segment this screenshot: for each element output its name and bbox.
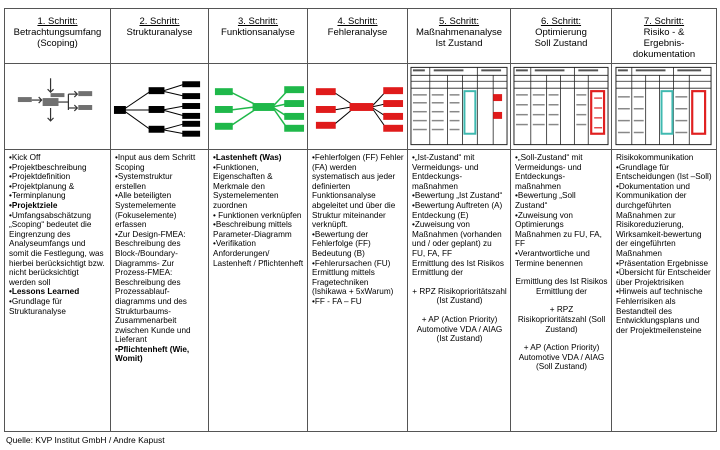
step-5-text [408, 150, 511, 432]
step-item: •Input aus dem Schritt Scoping [115, 153, 196, 172]
step-number: 1. Schritt: [37, 16, 78, 27]
scoping-illustration [5, 64, 111, 150]
step-item: •Hinweis auf technische Fehlerrisiken als Bestandteil des Entwicklungsplans und der Projektmeilensteine [616, 287, 703, 335]
step-item: •Beschreibung mittels Parameter-Diagramm [213, 220, 292, 239]
step-item: + RPZ Risikoprioritätszahl (Ist Zustand) [412, 286, 507, 306]
step-item: •Terminplanung [9, 191, 66, 201]
structure-tree-icon [111, 64, 208, 149]
step-item: •Projektdefinition [9, 172, 71, 182]
step-item: •Funktionen, Eigenschaften & Merkmale den Systemelementen zuordnen [213, 162, 279, 210]
step-title: Risiko - & Ergebnis- dokumentation [632, 27, 696, 60]
step-item: •Systemstruktur erstellen [115, 172, 173, 191]
step-item: •Kick Off [9, 153, 41, 162]
step-item: •Fehlerfolgen (FF) Fehler (FA) werden systematisch aus jeder definierten Funktionsanalyse abgeleitet und über die Struktur miteinander verknüpft. [312, 153, 404, 230]
fmea-form-soll-icon [511, 64, 611, 149]
step-item: •Zuweisung von Maßnahmen (vorhanden und / oder geplant) zu FU, FA, FF [412, 220, 502, 258]
step-item: •Bewertung „Ist Zustand“ [412, 191, 503, 201]
step-4-text [308, 150, 408, 432]
spacer [412, 278, 507, 287]
fmea-steps-table [4, 8, 717, 432]
step-number: 3. Schritt: [237, 16, 279, 27]
failure-net-icon [308, 64, 407, 149]
step-item: •Lastenheft (Was) [213, 153, 282, 162]
step-item: • Funktionen verknüpfen [213, 210, 302, 220]
step-item: Ermittlung des Ist Risikos Ermittlung der [515, 277, 608, 296]
function-net-illustration [209, 64, 308, 150]
step-item: •Pflichtenheft (Wie, Womit) [115, 344, 190, 364]
scoping-diagram-icon [5, 64, 110, 149]
step-item: •Lessons Learned [9, 287, 80, 297]
step-item: •Dokumentation und Kommunikation der durchgeführten Maßnahmen zur Risikoreduzierung, Wirksamkeit-bewertung der eingeführten Maßnahmen [616, 181, 702, 258]
step-item: •Zuweisung von Optimierungs Maßnahmen zu FU, FA, FF [515, 210, 602, 249]
header-step-1 [5, 9, 111, 64]
step-item: •„Ist-Zustand“ mit Vermeidungs- und Entdeckungs-maßnahmen [412, 153, 479, 191]
step-item: •Zur Design-FMEA: Beschreibung des Block-/Boundary-Diagramms- Zur Prozess-FMEA: Beschreibung des Prozessablauf-diagramms und des Strukturbaums-Zusammenarbeit zwischen Kunde und Lieferant [115, 229, 191, 345]
step-item: •„Soll-Zustand“ mit Vermeidungs- und Entdeckungs-maßnahmen [515, 153, 583, 191]
header-step-7 [612, 9, 717, 64]
step-7-text [612, 150, 717, 432]
step-item: •Bewertung der Fehlerfolge (FF) Bedeutung (B) [312, 229, 371, 258]
step-item: •Fehlerursachen (FU) Ermittlung mittels Fragetechniken (Ishikawa + 5xWarum) [312, 258, 394, 297]
scoping-blocks [18, 91, 92, 110]
step-1-text [5, 150, 111, 432]
step-item: •Verantwortliche und Termine benennen [515, 248, 590, 268]
step-item: •Bewertung Auftreten (A) Entdeckung (E) [412, 200, 503, 220]
header-step-2 [111, 9, 209, 64]
step-item: •Grundlage für Entscheidungen (Ist –Soll) [616, 162, 712, 182]
header-step-5 [408, 9, 511, 64]
step-title: Funktionsanalyse [221, 27, 295, 38]
step-title: Fehleranalyse [327, 27, 388, 38]
step-item: •Grundlage für Strukturanalyse [9, 296, 66, 316]
step-item: „Scoping“ bedeutet die Eingrenzung des Analyseumfangs und somit die Festlegung, was hierbei berücksichtigt bzw. nicht berücksichtigt werden soll [9, 220, 105, 287]
step-item: •Umfangsabschätzung [9, 210, 92, 220]
step-item: •Bewertung „Soll Zustand“ [515, 191, 576, 210]
step-title: Strukturanalyse [126, 27, 193, 38]
step-6-text [511, 150, 612, 432]
fmea-form-doku-icon [612, 64, 716, 149]
step-item: Ermittlung des Ist Risikos Ermittlung der [412, 258, 504, 278]
step-title: Maßnahmenanalyse Ist Zustand [415, 27, 503, 49]
step-item: •FF - FA – FU [312, 296, 362, 306]
step-3-text [209, 150, 308, 432]
header-step-3 [209, 9, 308, 64]
form-ist-illustration [408, 64, 511, 150]
source-caption: Quelle: KVP Institut GmbH / Andre Kapust [6, 435, 165, 445]
step-number: 6. Schritt: [540, 16, 582, 27]
step-item: + RPZ Risikoprioritätszahl (Soll Zustand) [517, 305, 606, 334]
step-item: •Projektbeschreibung [9, 162, 87, 172]
step-number: 2. Schritt: [139, 16, 180, 27]
step-item: •Projektplanung & [9, 181, 75, 191]
description-row [5, 150, 717, 432]
header-step-6 [511, 9, 612, 64]
step-number: 5. Schritt: [438, 16, 480, 27]
form-doku-illustration [612, 64, 717, 150]
step-number: 4. Schritt: [337, 16, 378, 27]
function-net-icon [209, 64, 307, 149]
step-item: •Präsentation Ergebnisse [616, 258, 709, 268]
illustration-row [5, 64, 717, 150]
failure-net-illustration [308, 64, 408, 150]
spacer [515, 268, 608, 277]
step-title: Betrachtungsumfang (Scoping) [13, 27, 102, 49]
step-item: + AP (Action Priority) Automotive VDA / AIAG (Soll Zustand) [518, 343, 605, 372]
step-item: •Alle beteiligten Systemelemente (Fokuselemente) erfassen [115, 191, 177, 230]
header-step-4 [308, 9, 408, 64]
step-item: •Verifikation Anforderungen/ Lastenheft / Pflichtenheft [213, 239, 304, 268]
spacer [412, 306, 507, 315]
structure-tree-illustration [111, 64, 209, 150]
spacer [515, 296, 608, 305]
step-title: Optimierung Soll Zustand [534, 27, 588, 49]
fmea-form-ist-icon [408, 64, 510, 149]
step-item: + AP (Action Priority) Automotive VDA / AIAG (Ist Zustand) [416, 314, 503, 344]
spacer [515, 334, 608, 343]
form-soll-illustration [511, 64, 612, 150]
step-item: •Projektziele [9, 200, 58, 210]
header-row [5, 9, 717, 64]
step-2-text [111, 150, 209, 432]
step-item: Risikokommunikation [616, 153, 694, 162]
step-item: •Übersicht für Entscheider über Projektrisiken [616, 268, 711, 287]
step-number: 7. Schritt: [643, 16, 685, 27]
